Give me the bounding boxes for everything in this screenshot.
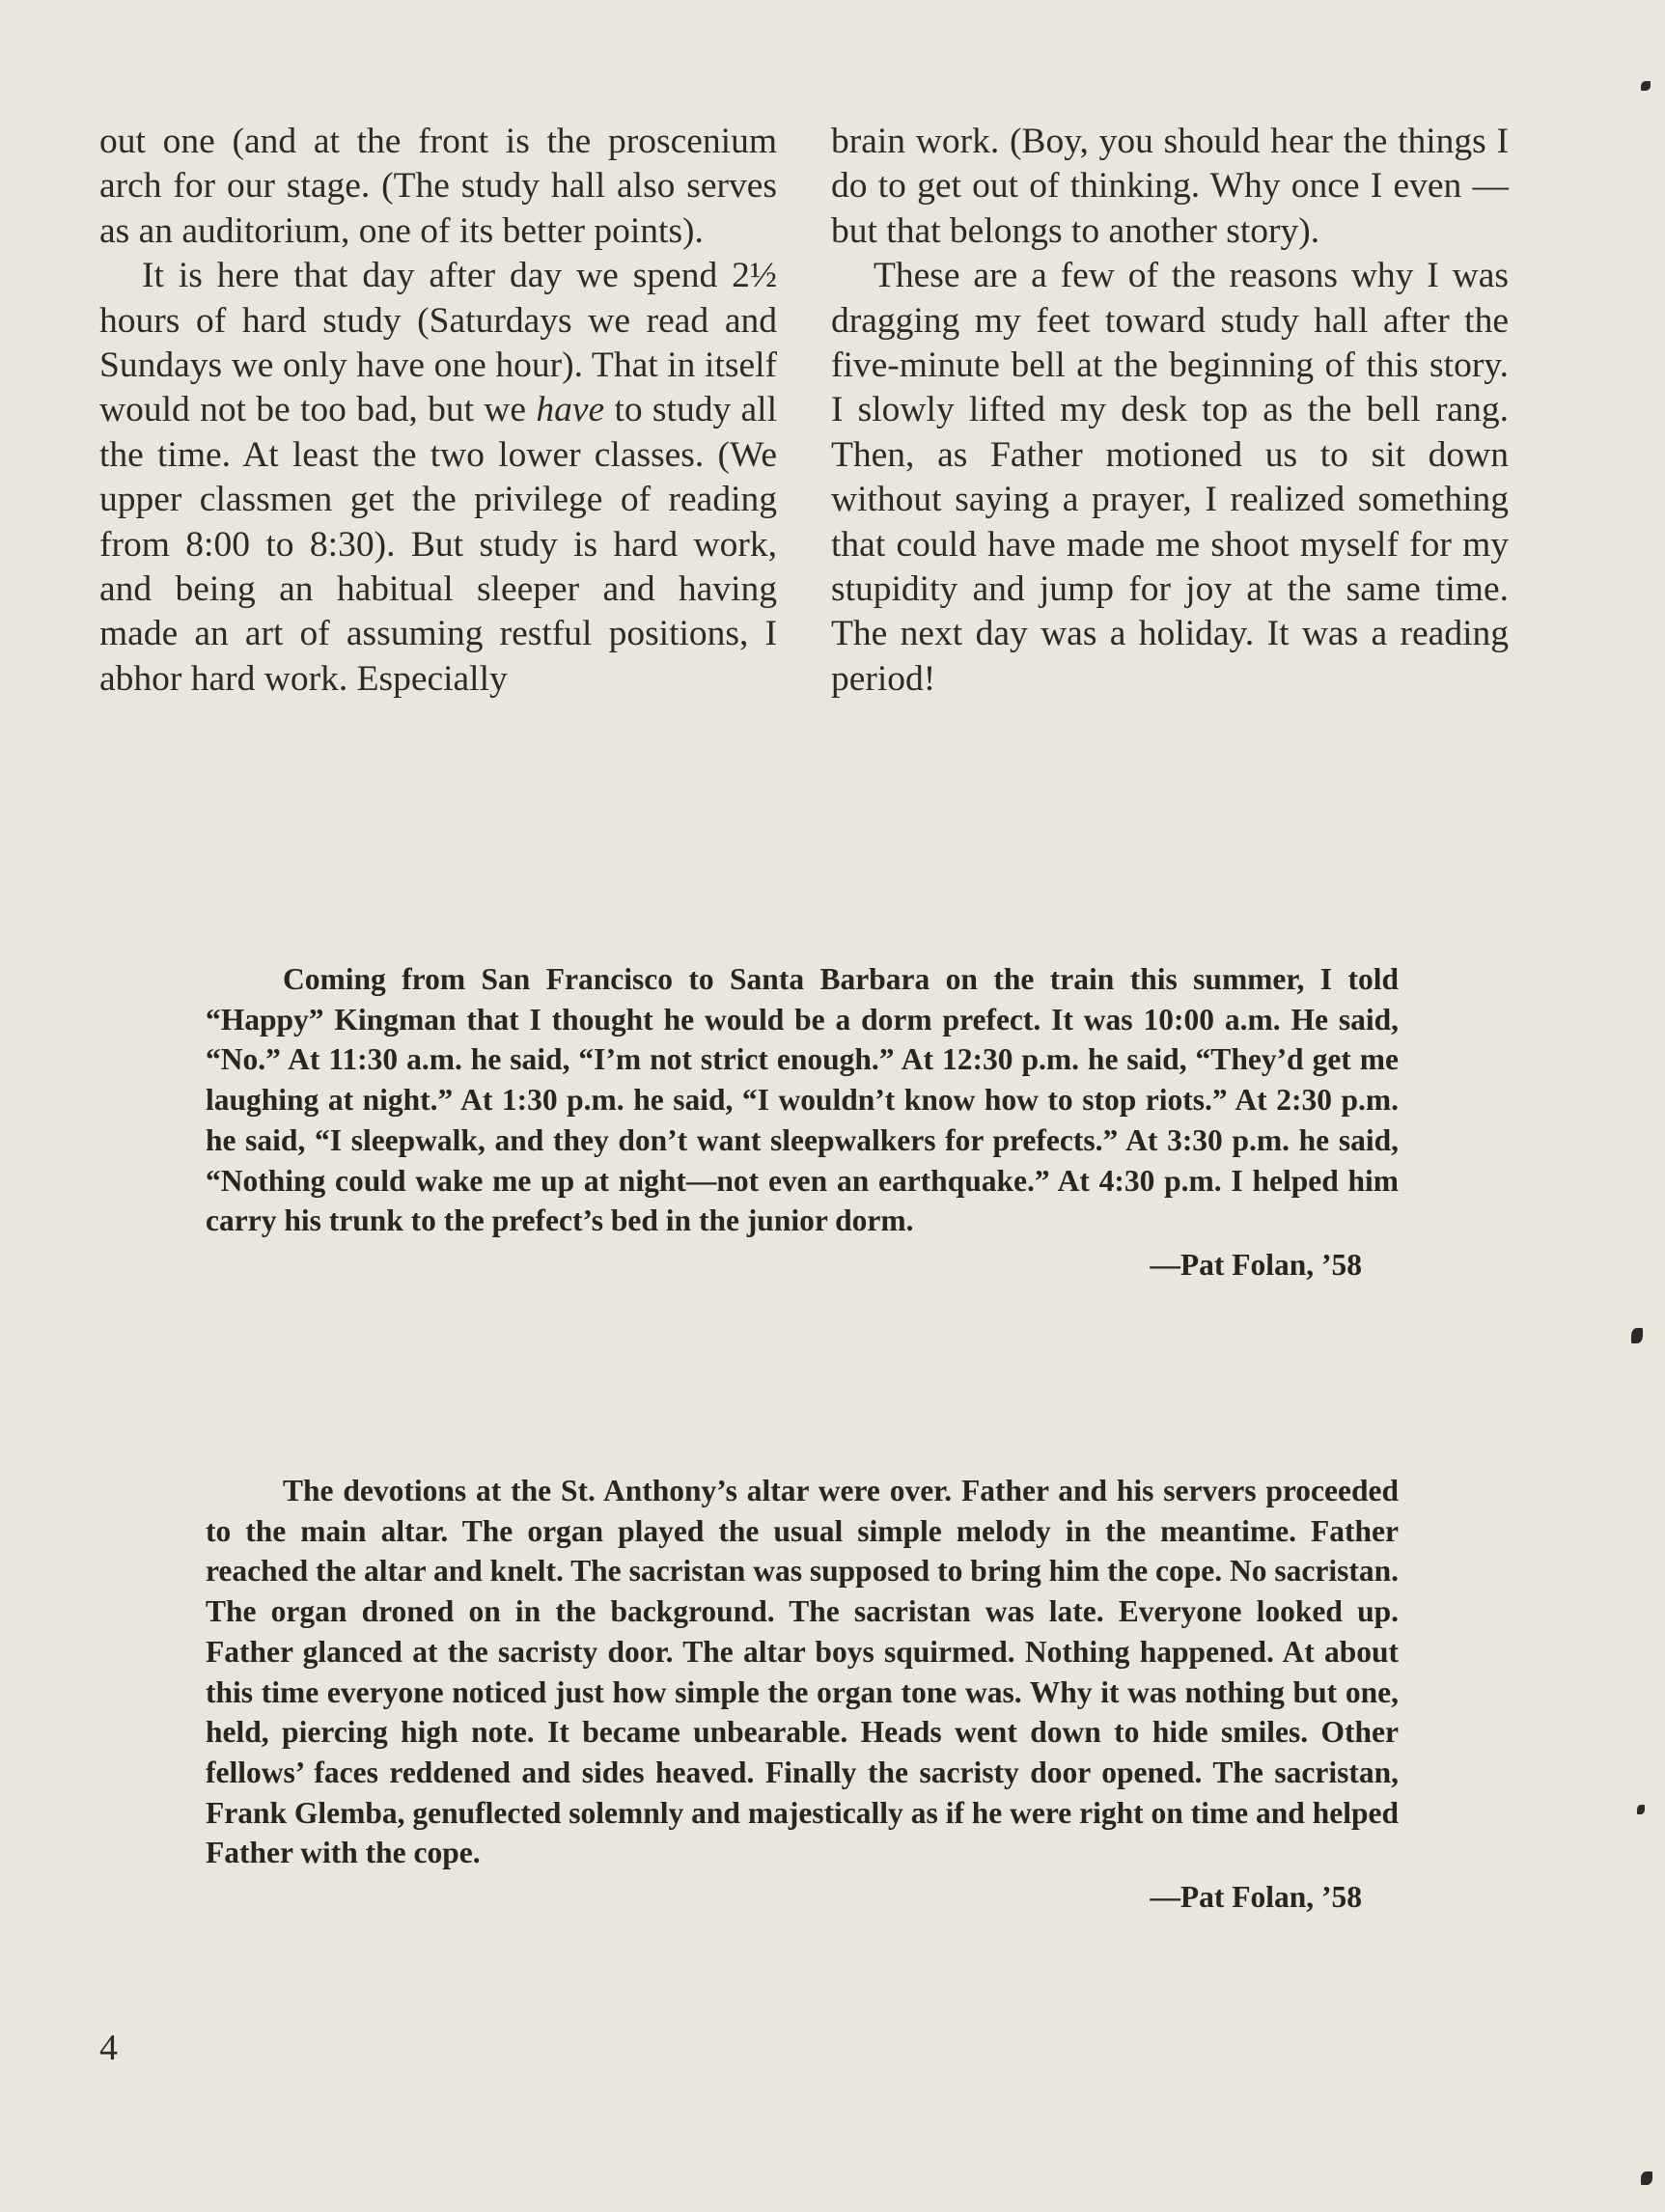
anecdote-signature: —Pat Folan, ’58 xyxy=(1150,1247,1362,1282)
emphasized-word: have xyxy=(536,390,605,430)
binding-hole-mark xyxy=(1641,2171,1652,2185)
anecdote-prefect xyxy=(206,959,1399,1286)
anecdote-text: Coming from San Francisco to Santa Barbara on the train this summer, I told “Happy” Kingman that I thought he would be a dorm prefect. It was 10:00 a.m. He said, “No.” At 11:30 a.m. he said, “I’m not strict enough.” At 12:30 p.m. he said, “They’d get me laughing at night.” At 1:30 p.m. he said, “I wouldn’t know how to stop riots.” At 2:30 p.m. he said, “I sleepwalk, and they don’t want sleepwalkers for prefects.” At 3:30 p.m. he said, “Nothing could wake me up at night—not even an earthquake.” At 4:30 p.m. I helped him carry his trunk to the prefect’s bed in the junior dorm. xyxy=(206,962,1399,1238)
anecdote-text: The devotions at the St. Anthony’s altar were over. Father and his servers proceeded to the main altar. The organ played the usual simple melody in the meantime. Father reached the altar and knelt. The sacristan was supposed to bring him the cope. No sacristan. The organ droned on in the background. The sacristan was late. Everyone looked up. Father glanced at the sacristy door. The altar boys squirmed. Nothing happened. At about this time everyone noticed just how simple the organ tone was. Why it was nothing but one, held, piercing high note. It became unbearable. Heads went down to hide smiles. Other fellows’ faces reddened and sides heaved. Finally the sacristy door opened. The sacristan, Frank Glemba, genuflected solemnly and majestically as if he were right on time and helped Father with the cope. xyxy=(206,1474,1399,1870)
paragraph-text: It is here that day after day we spend 2½ hours of hard study (Saturdays we read and Sundays we only have one hour). That in itself would not be too bad, but we xyxy=(99,256,777,430)
paragraph-text: to study all the time. At least the two lower classes. (We upper classmen get the privilege of reading from 8:00 to 8:30). But study is hard work, and being an habitual sleeper and having made an art of assuming restful positions, I abhor hard work. Especially xyxy=(99,390,777,699)
anecdote-signature: —Pat Folan, ’58 xyxy=(1150,1880,1362,1915)
article-column-left xyxy=(99,120,777,702)
page-number: 4 xyxy=(99,2028,118,2068)
paragraph: out one (and at the front is the proscenium arch for our stage. (The study hall also serves as an auditorium, one of its better points). xyxy=(99,122,777,251)
paragraph: These are a few of the reasons why I was dragging my feet toward study hall after the five-minute bell at the beginning of this story. I slowly lifted my desk top as the bell rang. Then, as Father motioned us to sit down without saying a prayer, I realized something that could have made me shoot myself for my stupidity and jump for joy at the same time. The next day was a holiday. It was a reading period! xyxy=(831,256,1509,699)
anecdote-sacristan xyxy=(206,1471,1399,1918)
paragraph: brain work. (Boy, you should hear the things I do to get out of thinking. Why once I even — but that belongs to another story). xyxy=(831,122,1509,251)
article-columns xyxy=(99,120,1509,702)
paragraph xyxy=(99,254,777,702)
binding-hole-mark xyxy=(1641,81,1651,91)
binding-hole-mark xyxy=(1637,1805,1645,1814)
binding-hole-mark xyxy=(1631,1328,1643,1343)
article-column-right xyxy=(831,120,1509,702)
